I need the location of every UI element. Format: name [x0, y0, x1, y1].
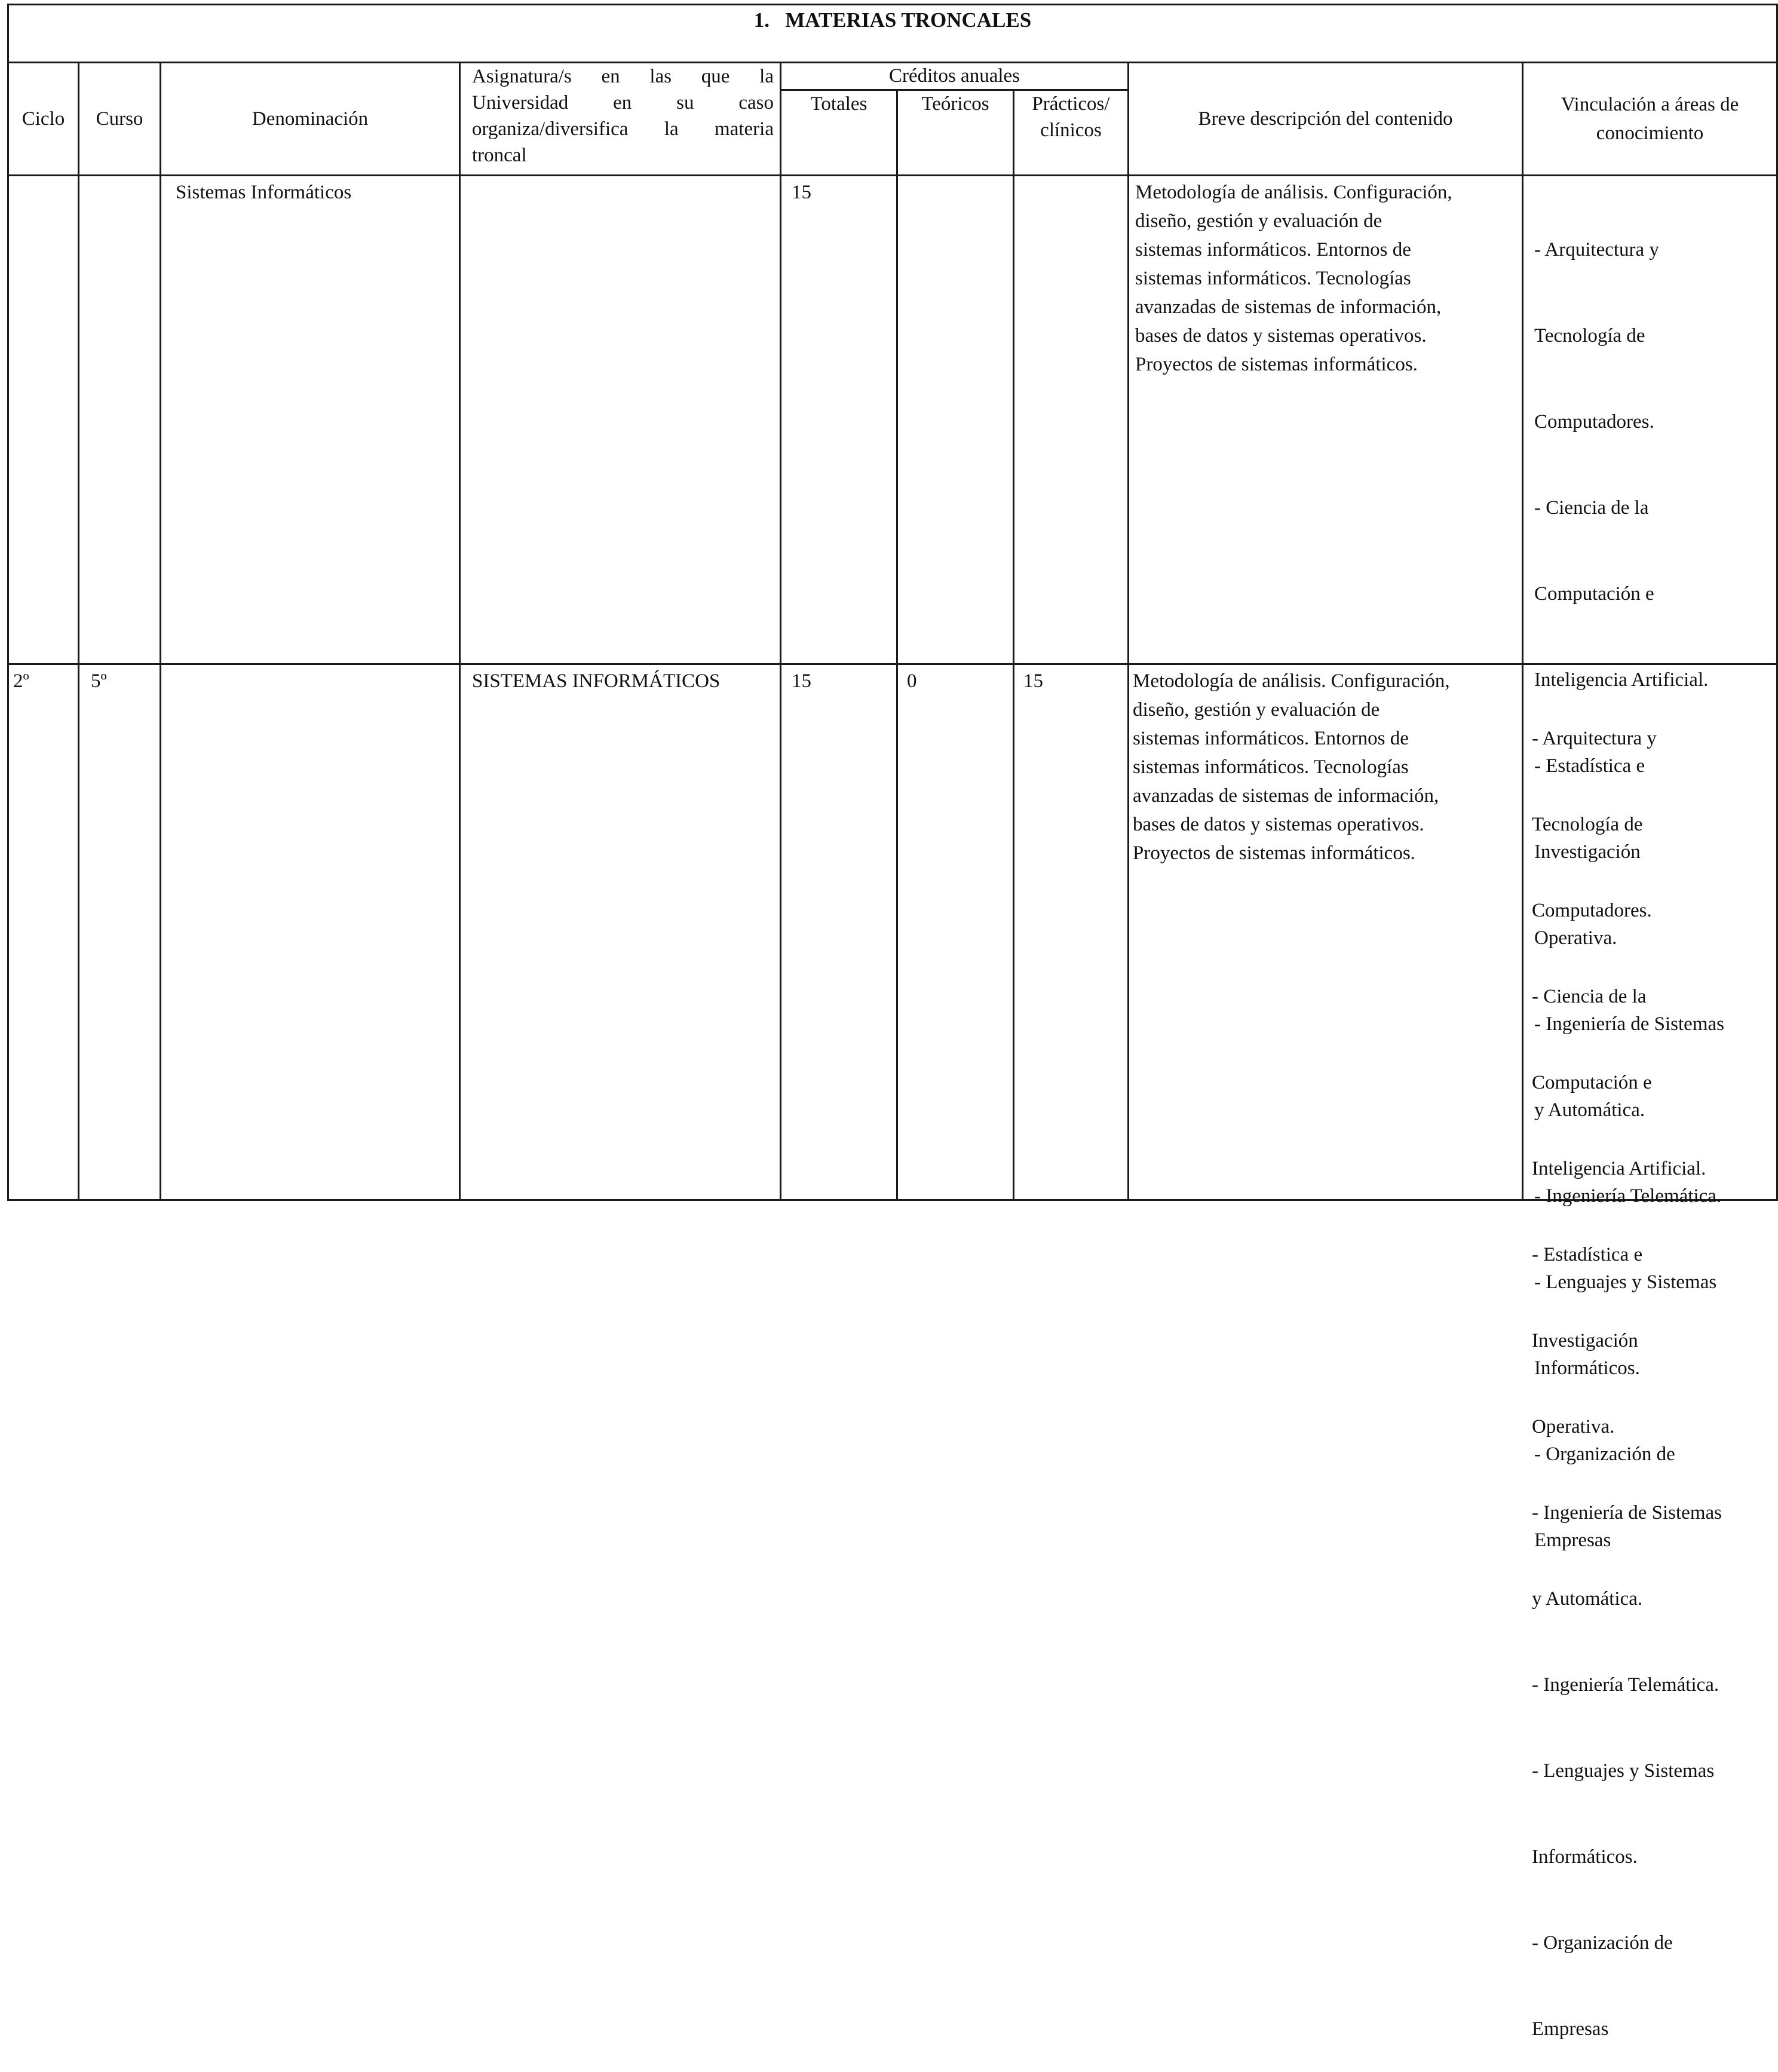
row1-vinculacion-line: Computadores.	[1534, 411, 1654, 433]
row2-vinculacion-line: - Lenguajes y Sistemas	[1532, 1760, 1715, 1782]
row1-descripcion-line: sistemas informáticos. Entornos de	[1135, 239, 1411, 260]
row2-vinculacion-line: - Ciencia de la	[1532, 986, 1647, 1007]
row1-descripcion	[1135, 178, 1518, 379]
header-denominacion: Denominación	[252, 108, 369, 130]
col-line-totales	[896, 89, 898, 1199]
row1-vinculacion-line: Empresas	[1534, 1530, 1611, 1551]
row1-vinculacion-line: Operativa.	[1534, 927, 1617, 949]
header-asignatura-line: Asignatura/s en las que la	[472, 66, 774, 87]
row1-vinculacion-line: - Estadística e	[1534, 755, 1645, 777]
col-line-denominacion	[459, 62, 461, 1199]
row2-totales: 15	[792, 670, 811, 692]
row2-vinculacion-line: Investigación	[1532, 1330, 1638, 1351]
row1-vinculacion-line: Informáticos.	[1534, 1357, 1640, 1379]
col-line-teoricos	[1013, 89, 1014, 1199]
row2-descripcion-line: avanzadas de sistemas de información,	[1133, 785, 1439, 807]
row2-asignatura: SISTEMAS INFORMÁTICOS	[472, 670, 721, 692]
row2-teoricos: 0	[907, 670, 917, 692]
row2-vinculacion-line: - Estadística e	[1532, 1244, 1643, 1265]
row2-vinculacion-line: Computación e	[1532, 1072, 1652, 1093]
header-vinculacion-line: Vinculación a áreas de	[1561, 94, 1739, 115]
row1-vinculacion-line: Computación e	[1534, 583, 1654, 605]
row1-vinculacion-line: - Ingeniería Telemática.	[1534, 1185, 1722, 1207]
row2-descripcion-line: Proyectos de sistemas informáticos.	[1133, 842, 1415, 864]
row1-vinculacion-line: - Lenguajes y Sistemas	[1534, 1271, 1717, 1293]
row1-descripcion-line: sistemas informáticos. Tecnologías	[1135, 268, 1411, 289]
col-line-asignatura	[780, 62, 781, 1199]
row2-vinculacion-line: Computadores.	[1532, 900, 1652, 921]
header-vinculacion-line: conocimiento	[1596, 122, 1704, 144]
row2-curso: 5º	[91, 670, 107, 692]
row2-descripcion	[1133, 667, 1515, 868]
col-line-descripcion	[1522, 62, 1523, 1199]
row2-descripcion-line: sistemas informáticos. Tecnologías	[1133, 756, 1409, 778]
header-practicos-line: Prácticos/	[1032, 93, 1110, 115]
header-totales: Totales	[810, 93, 867, 115]
header-ciclo: Ciclo	[22, 108, 65, 130]
header-asignatura-line: troncal	[472, 145, 527, 166]
row-separator-line	[7, 663, 1778, 665]
row2-vinculacion-line: Empresas	[1532, 2018, 1609, 2040]
header-vinculacion	[1523, 63, 1776, 174]
header-creditos-anuales: Créditos anuales	[888, 65, 1020, 87]
row2-ciclo: 2º	[13, 670, 29, 692]
row1-descripcion-line: diseño, gestión y evaluación de	[1135, 210, 1382, 232]
row1-descripcion-line: avanzadas de sistemas de información,	[1135, 296, 1442, 318]
row1-vinculacion-line: - Organización de	[1534, 1443, 1675, 1465]
row1-vinculacion-line: - Ingeniería de Sistemas	[1534, 1013, 1724, 1035]
row2-vinculacion-line: Inteligencia Artificial.	[1532, 1158, 1706, 1179]
header-descripcion: Breve descripción del contenido	[1198, 108, 1453, 130]
header-practicos	[1014, 91, 1127, 143]
row1-vinculacion-line: y Automática.	[1534, 1099, 1645, 1121]
row2-descripcion-line: bases de datos y sistemas operativos.	[1133, 814, 1424, 835]
row2-vinculacion-line: Operativa.	[1532, 1416, 1615, 1437]
header-bottom-line	[7, 174, 1778, 176]
header-teoricos: Teóricos	[921, 93, 989, 115]
row2-vinculacion-line: - Organización de	[1532, 1932, 1673, 1954]
row1-totales: 15	[792, 182, 811, 203]
row2-vinculacion-line: - Ingeniería Telemática.	[1532, 1674, 1719, 1696]
row1-vinculacion-line: - Arquitectura y	[1534, 239, 1659, 260]
row1-denominacion: Sistemas Informáticos	[176, 182, 352, 203]
col-line-creditos	[1127, 62, 1129, 1199]
row2-practicos: 15	[1023, 670, 1043, 692]
row2-descripcion-line: diseño, gestión y evaluación de	[1133, 699, 1380, 721]
header-asignatura-line: Universidad en su caso	[472, 92, 774, 114]
row2-vinculacion-line: y Automática.	[1532, 1588, 1643, 1610]
row2-vinculacion-line: Tecnología de	[1532, 814, 1643, 835]
header-asignatura-line: organiza/diversifica la materia	[472, 118, 774, 140]
header-curso: Curso	[96, 108, 143, 130]
col-line-curso	[160, 62, 161, 1199]
header-practicos-line: clínicos	[1040, 119, 1102, 141]
row1-vinculacion-line: Investigación	[1534, 841, 1641, 863]
row2-vinculacion-line: Informáticos.	[1532, 1846, 1638, 1868]
header-asignatura	[472, 63, 774, 168]
row1-descripcion-line: bases de datos y sistemas operativos.	[1135, 325, 1427, 347]
row2-vinculacion	[1532, 667, 1773, 2072]
row1-vinculacion-line: Inteligencia Artificial.	[1534, 669, 1709, 691]
row2-vinculacion-line: - Arquitectura y	[1532, 728, 1657, 749]
title-bar	[7, 4, 1778, 63]
section-title: 1. MATERIAS TRONCALES	[753, 8, 1032, 32]
row2-vinculacion-line: - Ingeniería de Sistemas	[1532, 1502, 1722, 1524]
col-line-ciclo	[78, 62, 79, 1199]
row1-vinculacion-line: - Ciencia de la	[1534, 497, 1649, 519]
row2-descripcion-line: sistemas informáticos. Entornos de	[1133, 728, 1409, 749]
row2-descripcion-line: Metodología de análisis. Configuración,	[1133, 670, 1450, 692]
row1-descripcion-line: Metodología de análisis. Configuración,	[1135, 182, 1452, 203]
row1-vinculacion-line: Tecnología de	[1534, 325, 1645, 347]
row1-descripcion-line: Proyectos de sistemas informáticos.	[1135, 354, 1418, 375]
